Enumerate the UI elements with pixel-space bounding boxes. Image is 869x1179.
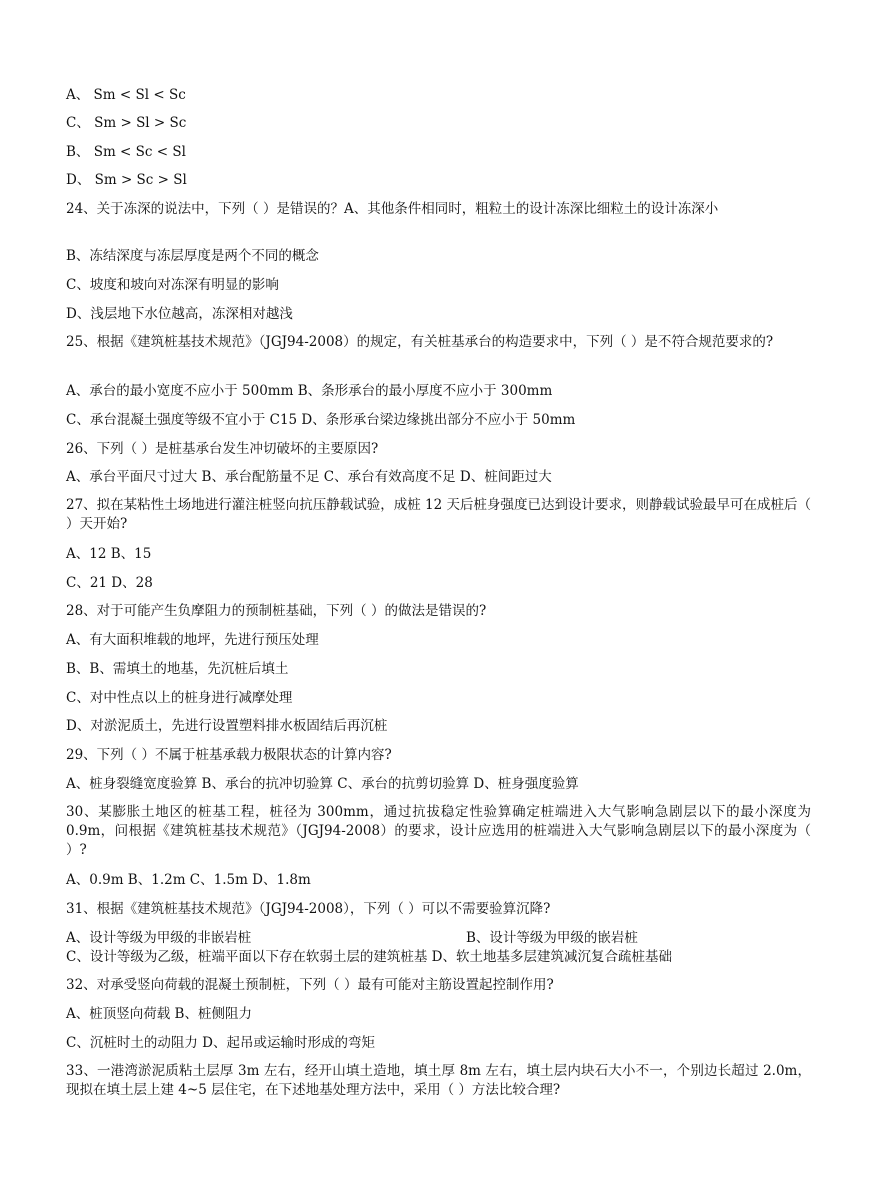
option-line: B、 Sm < Sc < Sl (66, 144, 186, 160)
option-line: C、坡度和坡向对冻深有明显的影响 (66, 277, 279, 293)
option-line: C、沉桩时土的动阻力 D、起吊或运输时形成的弯矩 (66, 1035, 375, 1051)
question-27: 27、拟在某粘性土场地进行灌注桩竖向抗压静载试验，成桩 12 天后桩身强度已达到设计要求，则静载试验最早可在成桩后（ ）天开始? (66, 497, 811, 532)
question-33: 33、一港湾淤泥质粘土层厚 3m 左右，经开山填土造地，填土厚 8m 左右，填土层内块石大小不一，个别边长超过 2.0m，现拟在填土层上建 4~5 层住宅，在下述地基处理方法中，采用（ ）方法比较合理? (66, 1063, 811, 1098)
question-26: 26、下列（ ）是桩基承台发生冲切破坏的主要原因? (66, 441, 379, 457)
option-line: C、设计等级为乙级，桩端平面以下存在软弱土层的建筑桩基 D、软土地基多层建筑减沉复合疏桩基础 (66, 949, 672, 965)
question-24: 24、关于冻深的说法中，下列（ ）是错误的？A、其他条件相同时，粗粒土的设计冻深比细粒土的设计冻深小 (66, 201, 719, 217)
option-line: A、设计等级为甲级的非嵌岩桩 (66, 930, 252, 946)
option-line: C、对中性点以上的桩身进行减摩处理 (66, 690, 293, 706)
option-line: C、承台混凝土强度等级不宜小于 C15 D、条形承台梁边缘挑出部分不应小于 50mm (66, 412, 576, 428)
option-line: B、设计等级为甲级的嵌岩桩 (466, 930, 638, 946)
option-line: A、12 B、15 (66, 546, 152, 562)
option-line: B、冻结深度与冻层厚度是两个不同的概念 (66, 248, 319, 264)
option-line: C、21 D、28 (66, 575, 153, 591)
option-line: A、桩身裂缝宽度验算 B、承台的抗冲切验算 C、承台的抗剪切验算 D、桩身强度验算 (66, 776, 579, 792)
option-line: B、B、需填土的地基，先沉桩后填土 (66, 661, 289, 677)
option-line: D、对淤泥质土，先进行设置塑料排水板固结后再沉桩 (66, 718, 388, 734)
option-line: D、 Sm > Sc > Sl (66, 172, 187, 188)
option-line: D、浅层地下水位越高，冻深相对越浅 (66, 306, 293, 322)
option-line: A、承台平面尺寸过大 B、承台配筋量不足 C、承台有效高度不足 D、桩间距过大 (66, 469, 552, 485)
question-25: 25、根据《建筑桩基技术规范》（JGJ94-2008）的规定，有关桩基承台的构造要求中，下列（ ）是不符合规范要求的? (66, 334, 774, 350)
option-line: A、桩顶竖向荷载 B、桩侧阻力 (66, 1006, 252, 1022)
question-30: 30、某膨胀土地区的桩基工程，桩径为 300mm，通过抗拔稳定性验算确定桩端进入大气影响急剧层以下的最小深度为 0.9m，问根据《建筑桩基技术规范》（JGJ94-2008）的要求，设计应选用的桩端进入大气影响急剧层以下的最小深度为（ ）? (66, 804, 811, 858)
option-line: A、有大面积堆载的地坪，先进行预压处理 (66, 632, 319, 648)
option-line: A、 Sm < Sl < Sc (66, 87, 186, 103)
option-line: C、 Sm > Sl > Sc (66, 115, 187, 131)
question-32: 32、对承受竖向荷载的混凝土预制桩，下列（ ）最有可能对主筋设置起控制作用? (66, 977, 554, 993)
option-line: A、承台的最小宽度不应小于 500mm B、条形承台的最小厚度不应小于 300mm (66, 383, 553, 399)
question-28: 28、对于可能产生负摩阻力的预制桩基础，下列（ ）的做法是错误的? (66, 603, 487, 619)
question-31: 31、根据《建筑桩基技术规范》（JGJ94-2008），下列（ ）可以不需要验算沉降? (66, 901, 551, 917)
question-29: 29、下列（ ）不属于桩基承载力极限状态的计算内容? (66, 747, 392, 763)
option-line: A、0.9m B、1.2m C、1.5m D、1.8m (66, 872, 311, 888)
